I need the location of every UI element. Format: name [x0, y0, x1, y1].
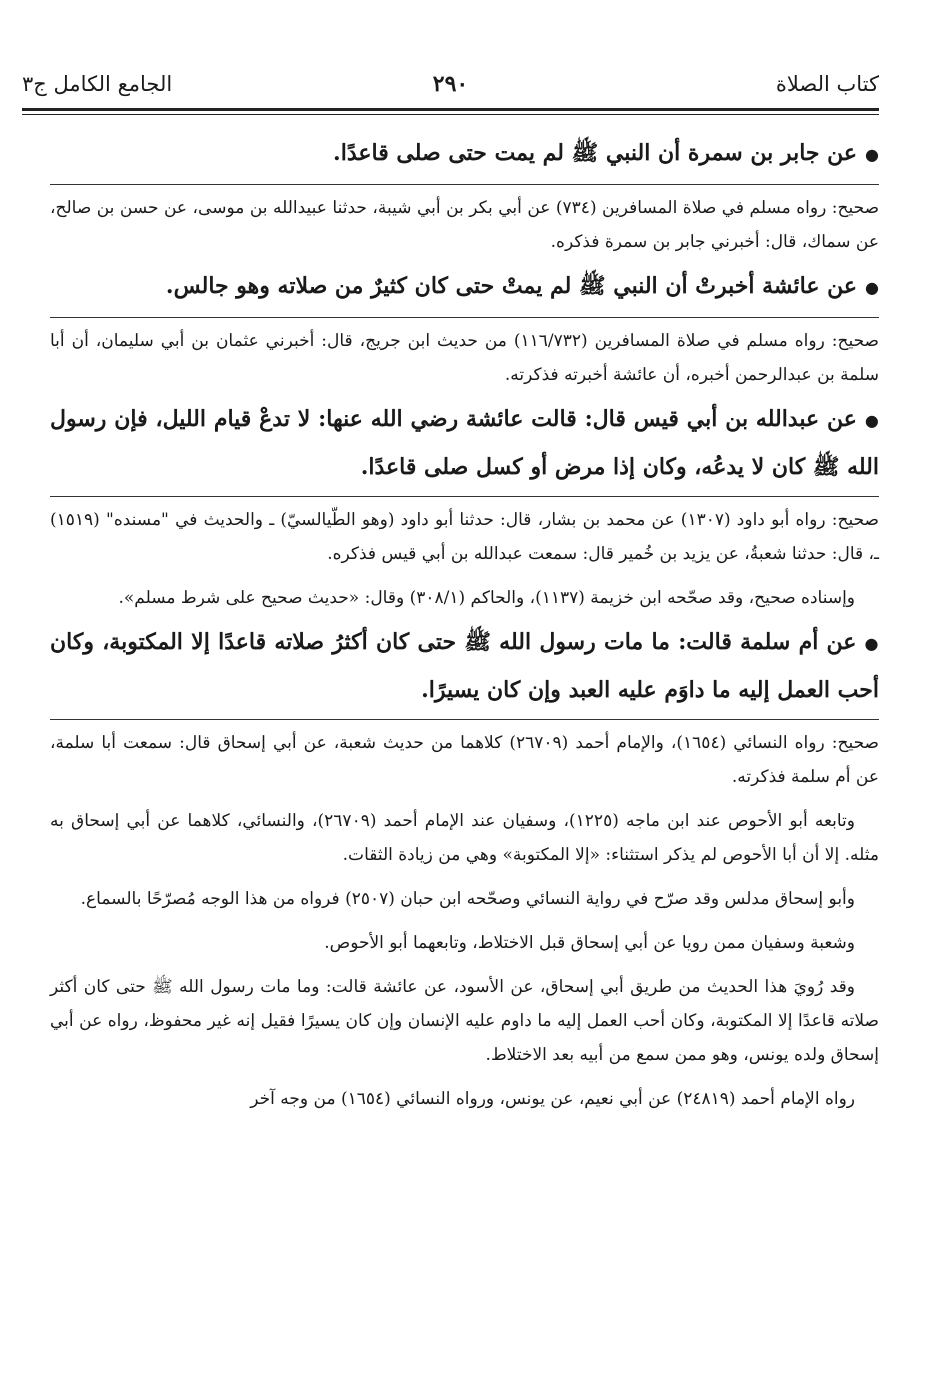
grading-note: صحيح: رواه مسلم في صلاة المسافرين (٧٣٤) عن أبي بكر بن أبي شيبة، حدثنا عبيدالله بن موسى، عن حسن بن صالح، عن سماك، قال: أخبرني جابر بن سمرة فذكره.: [50, 198, 879, 252]
commentary-paragraph: وتابعه أبو الأحوص عند ابن ماجه (١٢٢٥)، وسفيان عند الإمام أحمد (٢٦٧٠٩)، والنسائي، كلاهما عن أبي إسحاق به مثله. إلا أن أبا الأحوص لم يذكر استثناء: «إلا المكتوبة» وهي من زيادة الثقات.: [50, 811, 879, 865]
divider: [50, 184, 879, 185]
bullet-icon: ●: [864, 634, 879, 653]
grading-note: صحيح: رواه مسلم في صلاة المسافرين (١١٦/٧٣٢) من حديث ابن جريج، قال: أخبرني عثمان بن أبي سليمان، أن أبا سلمة بن عبدالرحمن أخبره، أن عائشة أخبرته فذكرته.: [50, 331, 879, 385]
commentary-paragraph: وأبو إسحاق مدلس وقد صرّح في رواية النسائي وصحّحه ابن حبان (٢٥٠٧) فرواه من هذا الوجه مُصرّحًا بالسماع.: [80, 889, 855, 909]
commentary-paragraph: وشعبة وسفيان ممن رويا عن أبي إسحاق قبل الاختلاط، وتابعهما أبو الأحوص.: [324, 933, 855, 953]
header-rule-thin: [22, 114, 879, 115]
bullet-icon: ●: [864, 411, 879, 430]
book-volume-title: الجامع الكامل ج٣: [22, 72, 173, 96]
page-number: ٢٩٠: [432, 71, 469, 97]
hadith-text: [50, 130, 879, 178]
divider: [50, 719, 879, 720]
commentary-paragraph: وقد رُويَ هذا الحديث من طريق أبي إسحاق، عن الأسود، عن عائشة قالت: وما مات رسول الله ﷺ حتى كان أكثر صلاته قاعدًا إلا المكتوبة، وكان أحب العمل إليه ما داوم عليه الإنسان وإن كان يسيرًا فقيل إنه غير محفوظ، رواه عن أبي إسحاق ولده يونس، وهو ممن سمع من أبيه بعد الاختلاط.: [50, 977, 879, 1065]
divider: [50, 317, 879, 318]
book-section-title: كتاب الصلاة: [775, 72, 879, 96]
bullet-icon: ●: [865, 145, 879, 164]
header-rule-thick: [22, 108, 879, 111]
grading-note: صحيح: رواه أبو داود (١٣٠٧) عن محمد بن بشار، قال: حدثنا أبو داود (وهو الطّيالسيّ) ـ والحديث في "مسنده" (١٥١٩) ـ، قال: حدثنا شعبةُ، عن يزيد بن خُمير قال: سمعت عبدالله بن أبي قيس فذكره.: [50, 510, 879, 564]
hadith-text: [50, 396, 879, 490]
bullet-icon: ●: [865, 278, 879, 297]
hadith-text-body: عن عائشة أخبرتْ أن النبي ﷺ لم يمتْ حتى كان كثيرٌ من صلاته وهو جالس.: [165, 273, 858, 299]
page-body: [50, 130, 879, 1116]
hadith-text: [50, 619, 879, 713]
hadith-text-body: عن جابر بن سمرة أن النبي ﷺ لم يمت حتى صلى قاعدًا.: [333, 140, 858, 166]
grading-note: صحيح: رواه النسائي (١٦٥٤)، والإمام أحمد (٢٦٧٠٩) كلاهما من حديث شعبة، عن أبي إسحاق قال: سمعت أبا سلمة، عن أم سلمة فذكرته.: [50, 733, 879, 787]
divider: [50, 496, 879, 497]
commentary-paragraph: وإسناده صحيح، وقد صحّحه ابن خزيمة (١١٣٧)، والحاكم (٣٠٨/١) وقال: «حديث صحيح على شرط مسلم».: [118, 588, 855, 608]
hadith-text-body: عن أم سلمة قالت: ما مات رسول الله ﷺ حتى كان أكثرُ صلاته قاعدًا إلا المكتوبة، وكان أحب العمل إليه ما داوَم عليه العبد وإن كان يسيرًا.: [50, 629, 879, 703]
commentary-paragraph: رواه الإمام أحمد (٢٤٨١٩) عن أبي نعيم، عن يونس، ورواه النسائي (١٦٥٤) من وجه آخر: [250, 1089, 855, 1109]
hadith-text-body: عن عبدالله بن أبي قيس قال: قالت عائشة رضي الله عنها: لا تدعْ قيام الليل، فإن رسول الله ﷺ كان لا يدعُه، وكان إذا مرض أو كسل صلى قاعدًا.: [50, 406, 879, 480]
hadith-text: [50, 263, 879, 311]
page-header: [22, 64, 879, 104]
